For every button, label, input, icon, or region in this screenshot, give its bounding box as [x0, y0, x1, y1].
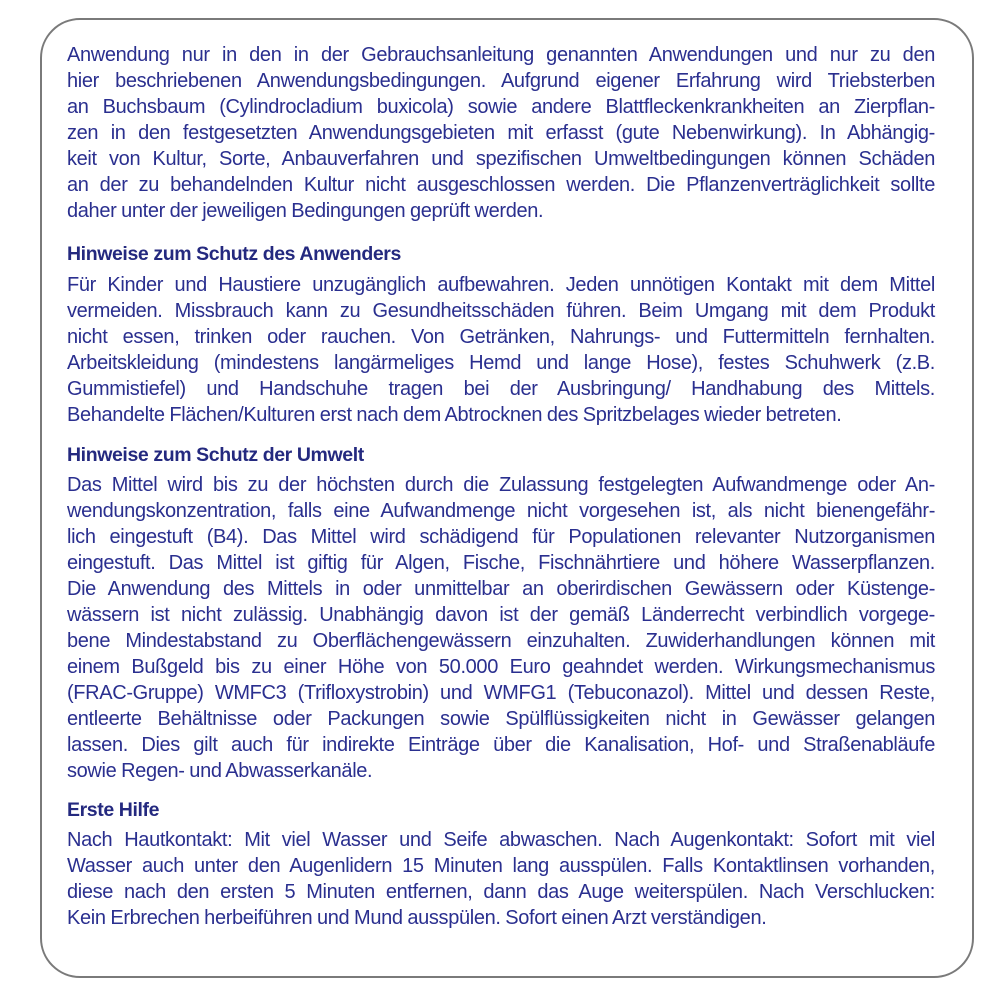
anwender-line: Für Kinder und Haustiere unzugänglich aufbewahren. Jeden unnötigen Kontakt mit dem Mittel [67, 274, 935, 296]
umwelt-line: entleerte Behältnisse oder Packungen sowie Spülflüssigkeiten nicht in Gewässer gelangen [67, 708, 935, 730]
anwender-line: nicht essen, trinken oder rauchen. Von Getränken, Nahrungs- und Futtermitteln fernhalten. [67, 326, 935, 348]
intro-line: an Buchsbaum (Cylindrocladium buxicola) sowie andere Blattfleckenkrankheiten an Zierpflan- [67, 96, 935, 118]
intro-line: zen in den festgesetzten Anwendungsgebieten mit erfasst (gute Nebenwirkung). In Abhängig- [67, 122, 935, 144]
erste-hilfe-line: Nach Hautkontakt: Mit viel Wasser und Seife abwaschen. Nach Augenkontakt: Sofort mit viel [67, 829, 935, 851]
umwelt-line: lich eingestuft (B4). Das Mittel wird schädigend für Populationen relevanter Nutzorganismen [67, 526, 935, 548]
anwender-line: vermeiden. Missbrauch kann zu Gesundheitsschäden führen. Beim Umgang mit dem Produkt [67, 300, 935, 322]
umwelt-line: wässern ist nicht zulässig. Unabhängig davon ist der gemäß Länderrecht verbindlich vorgege- [67, 604, 935, 626]
label-content [67, 42, 935, 931]
erste-hilfe-line: Kein Erbrechen herbeiführen und Mund ausspülen. Sofort einen Arzt verständigen. [67, 907, 767, 929]
umwelt-line: (FRAC-Gruppe) WMFC3 (Trifloxystrobin) und WMFG1 (Tebuconazol). Mittel und dessen Reste, [67, 682, 935, 704]
erste-hilfe-line: Wasser auch unter den Augenlidern 15 Minuten lang ausspülen. Falls Kontaktlinsen vorhanden, [67, 855, 935, 877]
intro-paragraph [67, 42, 935, 224]
anwender-line: Behandelte Flächen/Kulturen erst nach dem Abtrocknen des Spritzbelages wieder betreten. [67, 404, 842, 426]
anwender-paragraph [67, 272, 935, 428]
intro-line: daher unter der jeweiligen Bedingungen geprüft werden. [67, 200, 544, 222]
umwelt-line: sowie Regen- und Abwasserkanäle. [67, 760, 373, 782]
erste-hilfe-paragraph [67, 827, 935, 931]
umwelt-heading: Hinweise zum Schutz der Umwelt [67, 444, 364, 466]
umwelt-line: eingestuft. Das Mittel ist giftig für Algen, Fische, Fischnährtiere und höhere Wasserpflanzen. [67, 552, 935, 574]
umwelt-paragraph [67, 472, 935, 784]
umwelt-line: einem Bußgeld bis zu einer Höhe von 50.000 Euro geahndet werden. Wirkungsmechanismus [67, 656, 935, 678]
umwelt-line: bene Mindestabstand zu Oberflächengewässern einzuhalten. Zuwiderhandlungen können mit [67, 630, 935, 652]
erste-hilfe-line: diese nach den ersten 5 Minuten entfernen, dann das Auge weiterspülen. Nach Verschlucken: [67, 881, 935, 903]
anwender-heading: Hinweise zum Schutz des Anwenders [67, 243, 401, 265]
erste-hilfe-heading: Erste Hilfe [67, 799, 160, 821]
intro-line: keit von Kultur, Sorte, Anbauverfahren und spezifischen Umweltbedingungen können Schäden [67, 148, 935, 170]
anwender-line: Gummistiefel) und Handschuhe tragen bei der Ausbringung/ Handhabung des Mittels. [67, 378, 935, 400]
umwelt-line: Das Mittel wird bis zu der höchsten durch die Zulassung festgelegten Aufwandmenge oder An- [67, 474, 935, 496]
intro-line: an der zu behandelnden Kultur nicht ausgeschlossen werden. Die Pflanzenverträglichkeit sollte [67, 174, 935, 196]
intro-line: hier beschriebenen Anwendungsbedingungen. Aufgrund eigener Erfahrung wird Triebsterben [67, 70, 935, 92]
umwelt-line: Die Anwendung des Mittels in oder unmittelbar an oberirdischen Gewässern oder Küstenge- [67, 578, 935, 600]
intro-line: Anwendung nur in den in der Gebrauchsanleitung genannten Anwendungen und nur zu den [67, 44, 935, 66]
anwender-line: Arbeitskleidung (mindestens langärmeliges Hemd und lange Hose), festes Schuhwerk (z.B. [67, 352, 935, 374]
umwelt-line: lassen. Dies gilt auch für indirekte Einträge über die Kanalisation, Hof- und Straßenabläufe [67, 734, 935, 756]
umwelt-line: wendungskonzentration, falls eine Aufwandmenge nicht vorgesehen ist, als nicht bienengefähr- [67, 500, 935, 522]
